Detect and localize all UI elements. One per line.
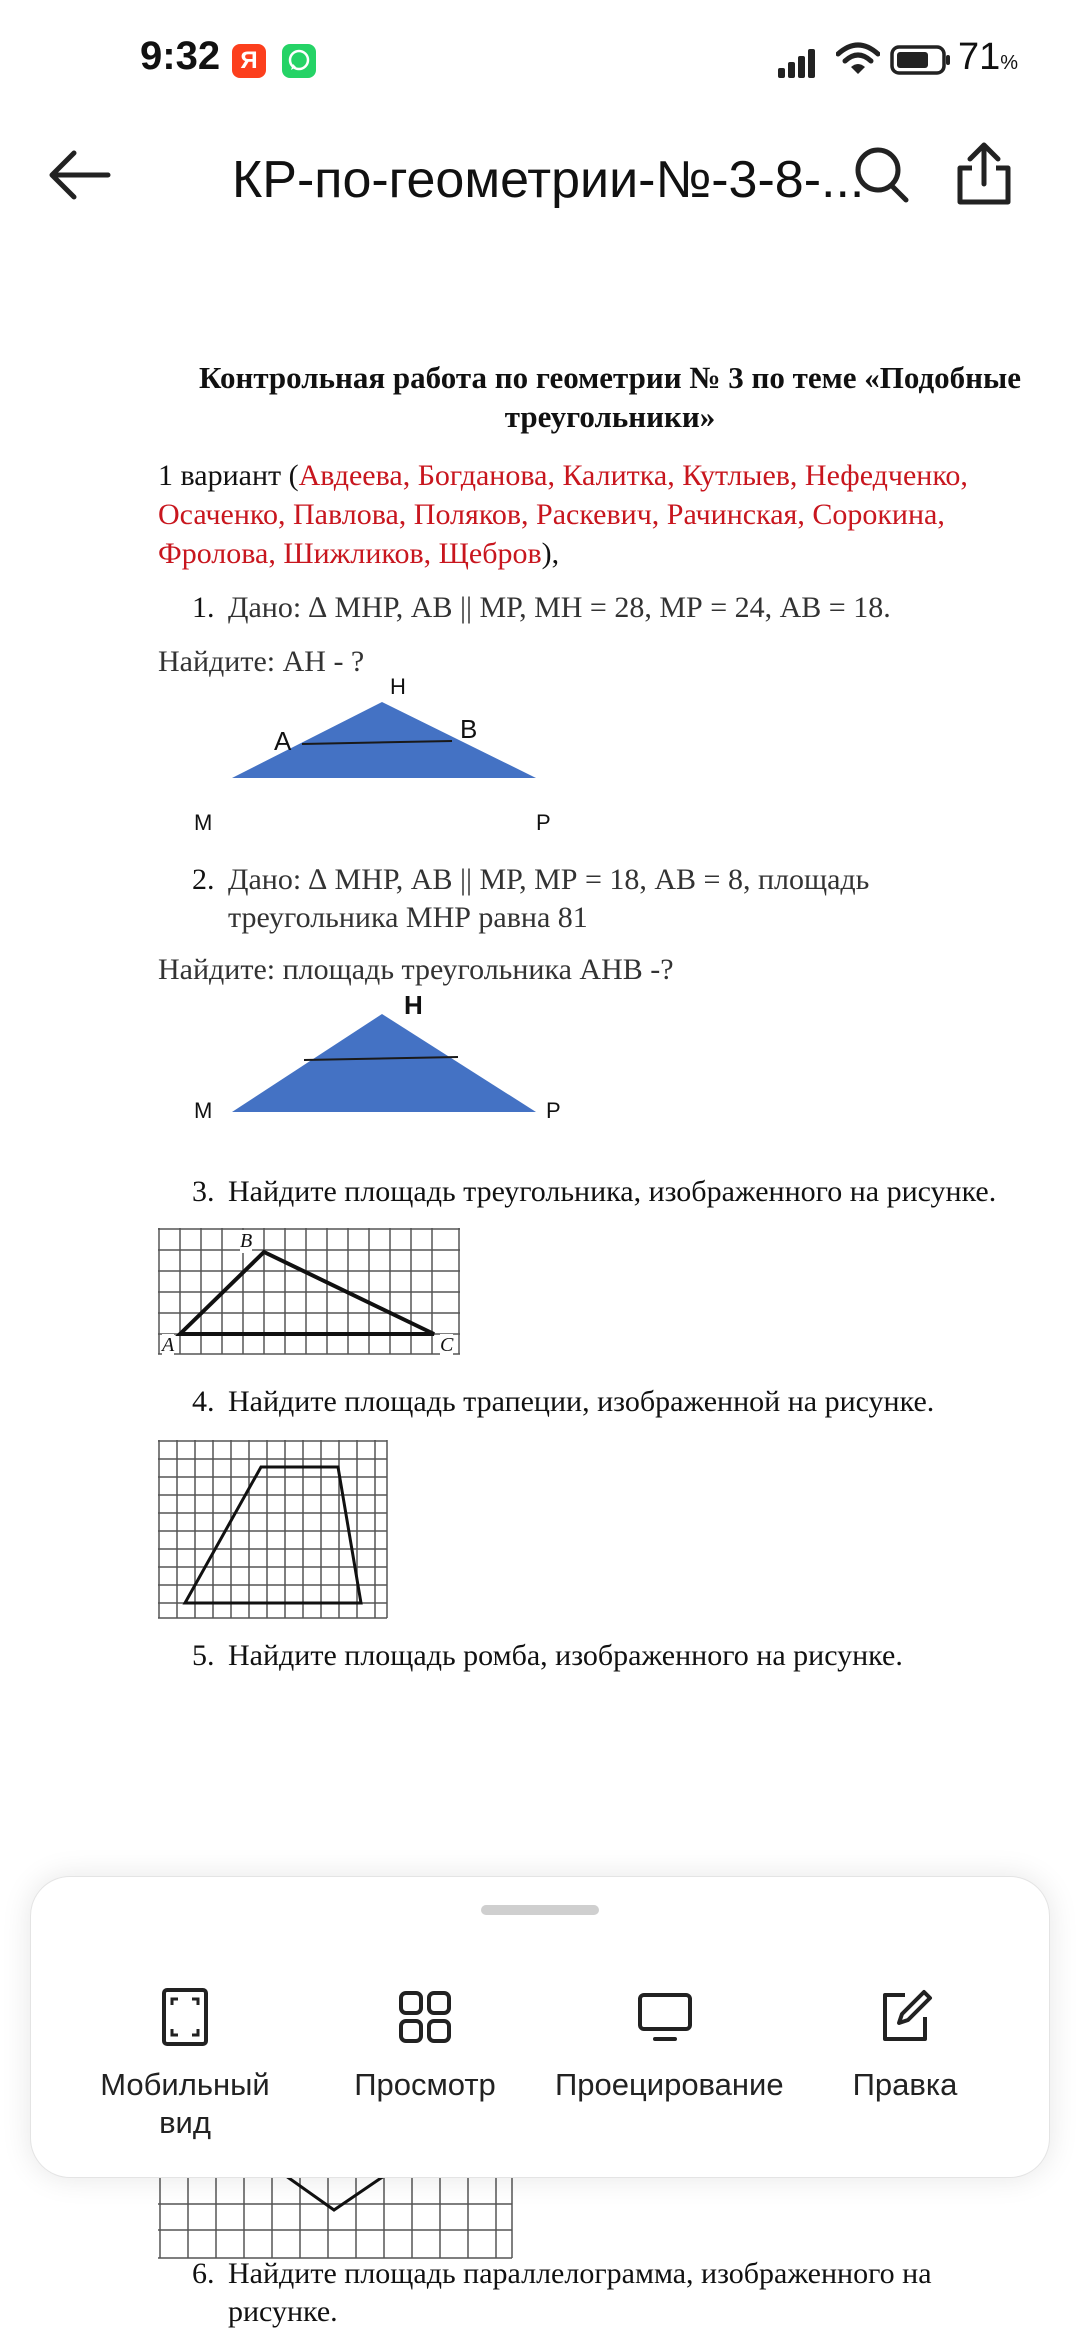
task-6-text-line-1: Найдите площадь параллелограмма, изображенного на <box>228 2257 932 2290</box>
task-2-figure <box>190 1000 570 1120</box>
figure-3-label-a: A <box>162 1334 175 1356</box>
document-heading: Контрольная работа по геометрии № 3 по теме «Подобные треугольники» <box>199 360 1021 434</box>
preview-label: Просмотр <box>354 2067 496 2102</box>
view-options-sheet <box>30 1876 1050 2178</box>
mobile-view-label: Мобильный вид <box>100 2067 270 2140</box>
task-1-text: Дано: ∆ МНР, АВ || МР, МН = 28, МР = 24, АВ = 18. <box>228 591 891 624</box>
task-5-grid-figure <box>158 2170 514 2262</box>
grid-view-icon <box>395 1987 455 2047</box>
figure-1-label-b: B <box>460 714 478 744</box>
figure-1-label-p: P <box>536 810 551 835</box>
task-4-text: Найдите площадь трапеции, изображенной на рисунке. <box>228 1385 935 1418</box>
signal-icon <box>778 46 824 78</box>
edit-icon <box>875 1987 935 2047</box>
wifi-icon <box>836 42 880 78</box>
task-5-text: Найдите площадь ромба, изображенного на рисунке. <box>228 1639 903 1672</box>
yandex-icon: Я <box>232 44 266 78</box>
task-2-text-line-1: Дано: ∆ МНР, АВ || МР, МР = 18, АВ = 8, площадь <box>228 863 870 896</box>
share-icon[interactable] <box>956 140 1012 206</box>
task-number: 4. <box>192 1385 215 1418</box>
task-3-grid-figure <box>158 1228 464 1358</box>
figure-3-label-c: C <box>440 1334 454 1356</box>
edit-button[interactable] <box>795 1987 1015 2104</box>
variant-line-1: 1 вариант (Авдеева, Богданова, Калитка, Кутлыев, Нефедченко, <box>158 459 968 492</box>
task-number: 6. <box>192 2257 215 2290</box>
figure-3-label-b: B <box>240 1230 253 1252</box>
sheet-drag-handle[interactable] <box>481 1905 599 1915</box>
mobile-view-icon <box>155 1987 215 2047</box>
status-bar <box>0 0 1080 120</box>
task-number: 3. <box>192 1175 215 1208</box>
task-6-text-line-2: рисунке. <box>228 2295 338 2328</box>
document-title: КР-по-геометрии-№-3-8-... <box>232 151 865 209</box>
battery-icon <box>890 44 952 76</box>
task-2-find: Найдите: площадь треугольника АНВ -? <box>158 953 674 986</box>
back-arrow-icon[interactable] <box>44 142 114 208</box>
projection-button[interactable] <box>555 1987 784 2104</box>
figure-2-label-p: P <box>546 1098 561 1123</box>
task-4-grid-figure <box>158 1440 390 1622</box>
preview-button[interactable] <box>315 1987 535 2104</box>
monitor-icon <box>635 1987 695 2047</box>
variant-line-2: Осаченко, Павлова, Поляков, Раскевич, Рачинская, Сорокина, <box>158 498 945 531</box>
edit-label: Правка <box>852 2067 958 2102</box>
battery-percent: 71% <box>958 36 1019 78</box>
search-icon[interactable] <box>852 144 912 206</box>
task-number: 1. <box>192 591 215 624</box>
top-app-bar <box>0 120 1080 230</box>
projection-label: Проецирование <box>555 2067 784 2102</box>
figure-1-label-m: M <box>194 810 213 835</box>
figure-2-label-m: M <box>194 1098 213 1123</box>
variant-line-3: Фролова, Шижликов, Щебров), <box>158 537 560 570</box>
task-number: 2. <box>192 863 215 896</box>
figure-2-label-h: H <box>404 990 423 1020</box>
figure-1-label-h: H <box>390 674 406 699</box>
mobile-view-button[interactable] <box>75 1987 295 2142</box>
task-1-figure <box>190 670 570 820</box>
task-1-find: Найдите: АН - ? <box>158 645 365 678</box>
status-time: 9:32 <box>140 34 221 78</box>
whatsapp-icon <box>282 44 316 78</box>
task-2-text-line-2: треугольника МНР равна 81 <box>228 901 588 934</box>
figure-1-label-a: A <box>274 726 292 756</box>
task-3-text: Найдите площадь треугольника, изображенного на рисунке. <box>228 1175 997 1208</box>
task-number: 5. <box>192 1639 215 1672</box>
